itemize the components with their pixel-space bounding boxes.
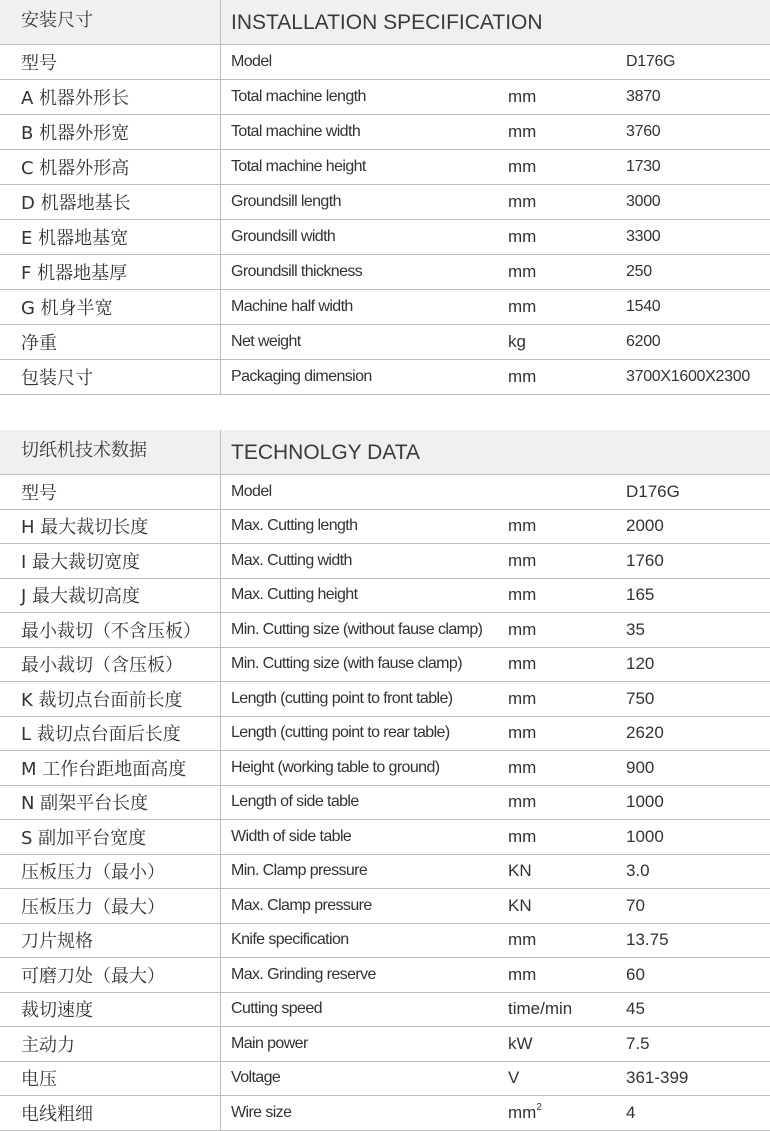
spec-name-cn: 型号: [21, 482, 57, 504]
spec-name-cn: L 裁切点台面后长度: [21, 724, 181, 746]
technology-title-en: TECHNOLGY DATA: [220, 430, 770, 474]
spec-name-en: Total machine width: [220, 115, 508, 149]
spec-value: 6200: [626, 333, 661, 350]
table-row: [0, 820, 770, 855]
spec-name-en: Max. Grinding reserve: [220, 958, 508, 992]
spec-unit: mm: [508, 516, 537, 536]
spec-unit: KN: [508, 861, 532, 881]
spec-name-cn: 刀片规格: [21, 931, 93, 953]
spec-unit: mm: [508, 262, 537, 281]
table-row: [0, 993, 770, 1028]
spec-name-en: Length of side table: [220, 786, 508, 820]
table-row: [0, 1027, 770, 1062]
table-row: [0, 475, 770, 510]
installation-title-en: INSTALLATION SPECIFICATION: [220, 0, 770, 44]
technology-data-table: [0, 430, 770, 1131]
spec-name-cn: 最小裁切（不含压板）: [21, 620, 201, 642]
spec-name-cn: 压板压力（最小）: [21, 862, 165, 884]
spec-name-cn: 可磨刀处（最大）: [21, 965, 165, 987]
spec-unit: mm: [508, 964, 537, 984]
spec-value: 3870: [626, 88, 661, 105]
spec-unit: mm: [508, 227, 537, 246]
spec-name-en: Main power: [220, 1027, 508, 1061]
spec-value: D176G: [626, 481, 680, 501]
spec-name-cn: J 最大裁切高度: [21, 586, 141, 608]
spec-unit: KN: [508, 895, 532, 915]
spec-unit: mm: [508, 585, 537, 605]
spec-unit: mm: [508, 826, 537, 846]
spec-name-en: Groundsill length: [220, 185, 508, 219]
spec-name-en: Length (cutting point to front table): [220, 682, 508, 716]
table-row: [0, 45, 770, 80]
spec-value: 2620: [626, 723, 664, 743]
spec-unit: mm: [508, 297, 537, 316]
table-row: [0, 185, 770, 220]
table-row: [0, 889, 770, 924]
spec-value: 1000: [626, 792, 664, 812]
spec-name-en: Knife specification: [220, 924, 508, 958]
spec-name-cn: E 机器地基宽: [21, 228, 129, 249]
spec-value: 900: [626, 757, 655, 777]
spec-name-cn: 最小裁切（含压板）: [21, 655, 183, 677]
table-row: [0, 613, 770, 648]
table-row: [0, 855, 770, 890]
spec-name-cn: A 机器外形长: [21, 88, 130, 109]
table-row: [0, 255, 770, 290]
table-row: [0, 924, 770, 959]
spec-name-en: Machine half width: [220, 290, 508, 324]
spec-name-cn: K 裁切点台面前长度: [21, 689, 183, 711]
table-row: [0, 80, 770, 115]
section-gap: [0, 395, 770, 430]
spec-name-en: Wire size: [220, 1096, 508, 1130]
spec-unit: mm: [508, 757, 537, 777]
table-row: [0, 510, 770, 545]
table-row: [0, 360, 770, 395]
spec-name-en: Packaging dimension: [220, 360, 508, 394]
spec-value: 2000: [626, 516, 664, 536]
spec-name-en: Groundsill thickness: [220, 255, 508, 289]
table-row: [0, 1062, 770, 1097]
spec-value: 165: [626, 585, 655, 605]
spec-unit: kW: [508, 1033, 533, 1053]
spec-name-en: Total machine height: [220, 150, 508, 184]
installation-spec-header: [0, 0, 770, 45]
table-row: [0, 579, 770, 614]
spec-name-cn: D 机器地基长: [21, 193, 131, 214]
spec-unit: time/min: [508, 999, 573, 1019]
table-row: [0, 150, 770, 185]
table-row: [0, 1096, 770, 1131]
spec-unit: mm: [508, 550, 537, 570]
spec-name-en: Width of side table: [220, 820, 508, 854]
spec-name-cn: I 最大裁切宽度: [21, 551, 141, 573]
table-row: [0, 751, 770, 786]
spec-name-en: Height (working table to ground): [220, 751, 508, 785]
spec-value: 750: [626, 688, 655, 708]
spec-unit: mm: [508, 192, 537, 211]
spec-name-cn: 净重: [21, 333, 57, 354]
spec-name-en: Min. Cutting size (without fause clamp): [220, 613, 508, 647]
spec-value: 1760: [626, 550, 664, 570]
table-row: [0, 682, 770, 717]
table-row: [0, 648, 770, 683]
spec-value: 120: [626, 654, 655, 674]
spec-name-en: Max. Cutting height: [220, 579, 508, 613]
spec-name-en: Max. Cutting length: [220, 510, 508, 544]
spec-name-cn: 主动力: [21, 1034, 75, 1056]
spec-unit: kg: [508, 332, 526, 351]
spec-value: 3.0: [626, 861, 650, 881]
table-row: [0, 958, 770, 993]
spec-name-en: Max. Clamp pressure: [220, 889, 508, 923]
spec-name-cn: H 最大裁切长度: [21, 517, 149, 539]
spec-name-en: Length (cutting point to rear table): [220, 717, 508, 751]
spec-value: 1540: [626, 298, 661, 315]
spec-name-en: Voltage: [220, 1062, 508, 1096]
spec-unit-superscript: 2: [536, 1102, 542, 1114]
spec-name-cn: 电线粗细: [21, 1103, 93, 1125]
spec-unit: mm: [508, 157, 537, 176]
spec-unit: mm: [508, 122, 537, 141]
table-row: [0, 220, 770, 255]
spec-name-cn: N 副架平台长度: [21, 793, 149, 815]
spec-name-cn: C 机器外形高: [21, 158, 130, 179]
spec-value: D176G: [626, 53, 676, 70]
spec-value: 35: [626, 619, 645, 639]
spec-value: 3700X1600X2300: [626, 368, 750, 385]
spec-unit: V: [508, 1068, 520, 1088]
spec-value: 3300: [626, 228, 661, 245]
spec-value: 60: [626, 964, 645, 984]
spec-unit: mm: [508, 367, 537, 386]
spec-value: 45: [626, 999, 645, 1019]
spec-value: 70: [626, 895, 645, 915]
spec-name-cn: M 工作台距地面高度: [21, 758, 187, 780]
table-row: [0, 544, 770, 579]
spec-name-cn: 电压: [21, 1069, 57, 1091]
spec-value: 361-399: [626, 1068, 689, 1088]
table-row: [0, 717, 770, 752]
spec-unit: mm: [508, 87, 537, 106]
spec-name-cn: 压板压力（最大）: [21, 896, 165, 918]
table-row: [0, 290, 770, 325]
technology-title-cn: 切纸机技术数据: [21, 440, 147, 461]
spec-name-cn: 裁切速度: [21, 1000, 93, 1022]
spec-name-cn: S 副加平台宽度: [21, 827, 147, 849]
spec-name-en: Min. Cutting size (with fause clamp): [220, 648, 508, 682]
spec-name-en: Model: [220, 475, 508, 509]
spec-value: 1730: [626, 158, 661, 175]
spec-unit: mm: [508, 654, 537, 674]
spec-name-en: Cutting speed: [220, 993, 508, 1027]
spec-name-en: Min. Clamp pressure: [220, 855, 508, 889]
spec-unit: mm: [508, 619, 537, 639]
spec-name-en: Net weight: [220, 325, 508, 359]
spec-name-en: Max. Cutting width: [220, 544, 508, 578]
spec-name-cn: 包装尺寸: [21, 368, 93, 389]
spec-unit: mm: [508, 688, 537, 708]
spec-name-cn: B 机器外形宽: [21, 123, 130, 144]
spec-name-en: Groundsill width: [220, 220, 508, 254]
spec-name-en: Model: [220, 45, 508, 79]
spec-unit: $mm^2$: [508, 1102, 542, 1123]
spec-value: 3760: [626, 123, 661, 140]
spec-value: 4: [626, 1102, 636, 1122]
spec-unit: mm: [508, 930, 537, 950]
installation-title-cn: 安装尺寸: [21, 10, 93, 31]
spec-name-cn: F 机器地基厚: [21, 263, 128, 284]
spec-value: 1000: [626, 826, 664, 846]
table-row: [0, 325, 770, 360]
spec-name-cn: 型号: [21, 53, 57, 74]
technology-data-header: [0, 430, 770, 475]
table-row: [0, 115, 770, 150]
installation-spec-table: [0, 0, 770, 395]
spec-unit: mm: [508, 723, 537, 743]
spec-value: 7.5: [626, 1033, 650, 1053]
spec-value: 3000: [626, 193, 661, 210]
spec-value: 250: [626, 263, 652, 280]
spec-name-en: Total machine length: [220, 80, 508, 114]
spec-name-cn: G 机身半宽: [21, 298, 113, 319]
spec-unit: mm: [508, 792, 537, 812]
spec-value: 13.75: [626, 930, 669, 950]
table-row: [0, 786, 770, 821]
